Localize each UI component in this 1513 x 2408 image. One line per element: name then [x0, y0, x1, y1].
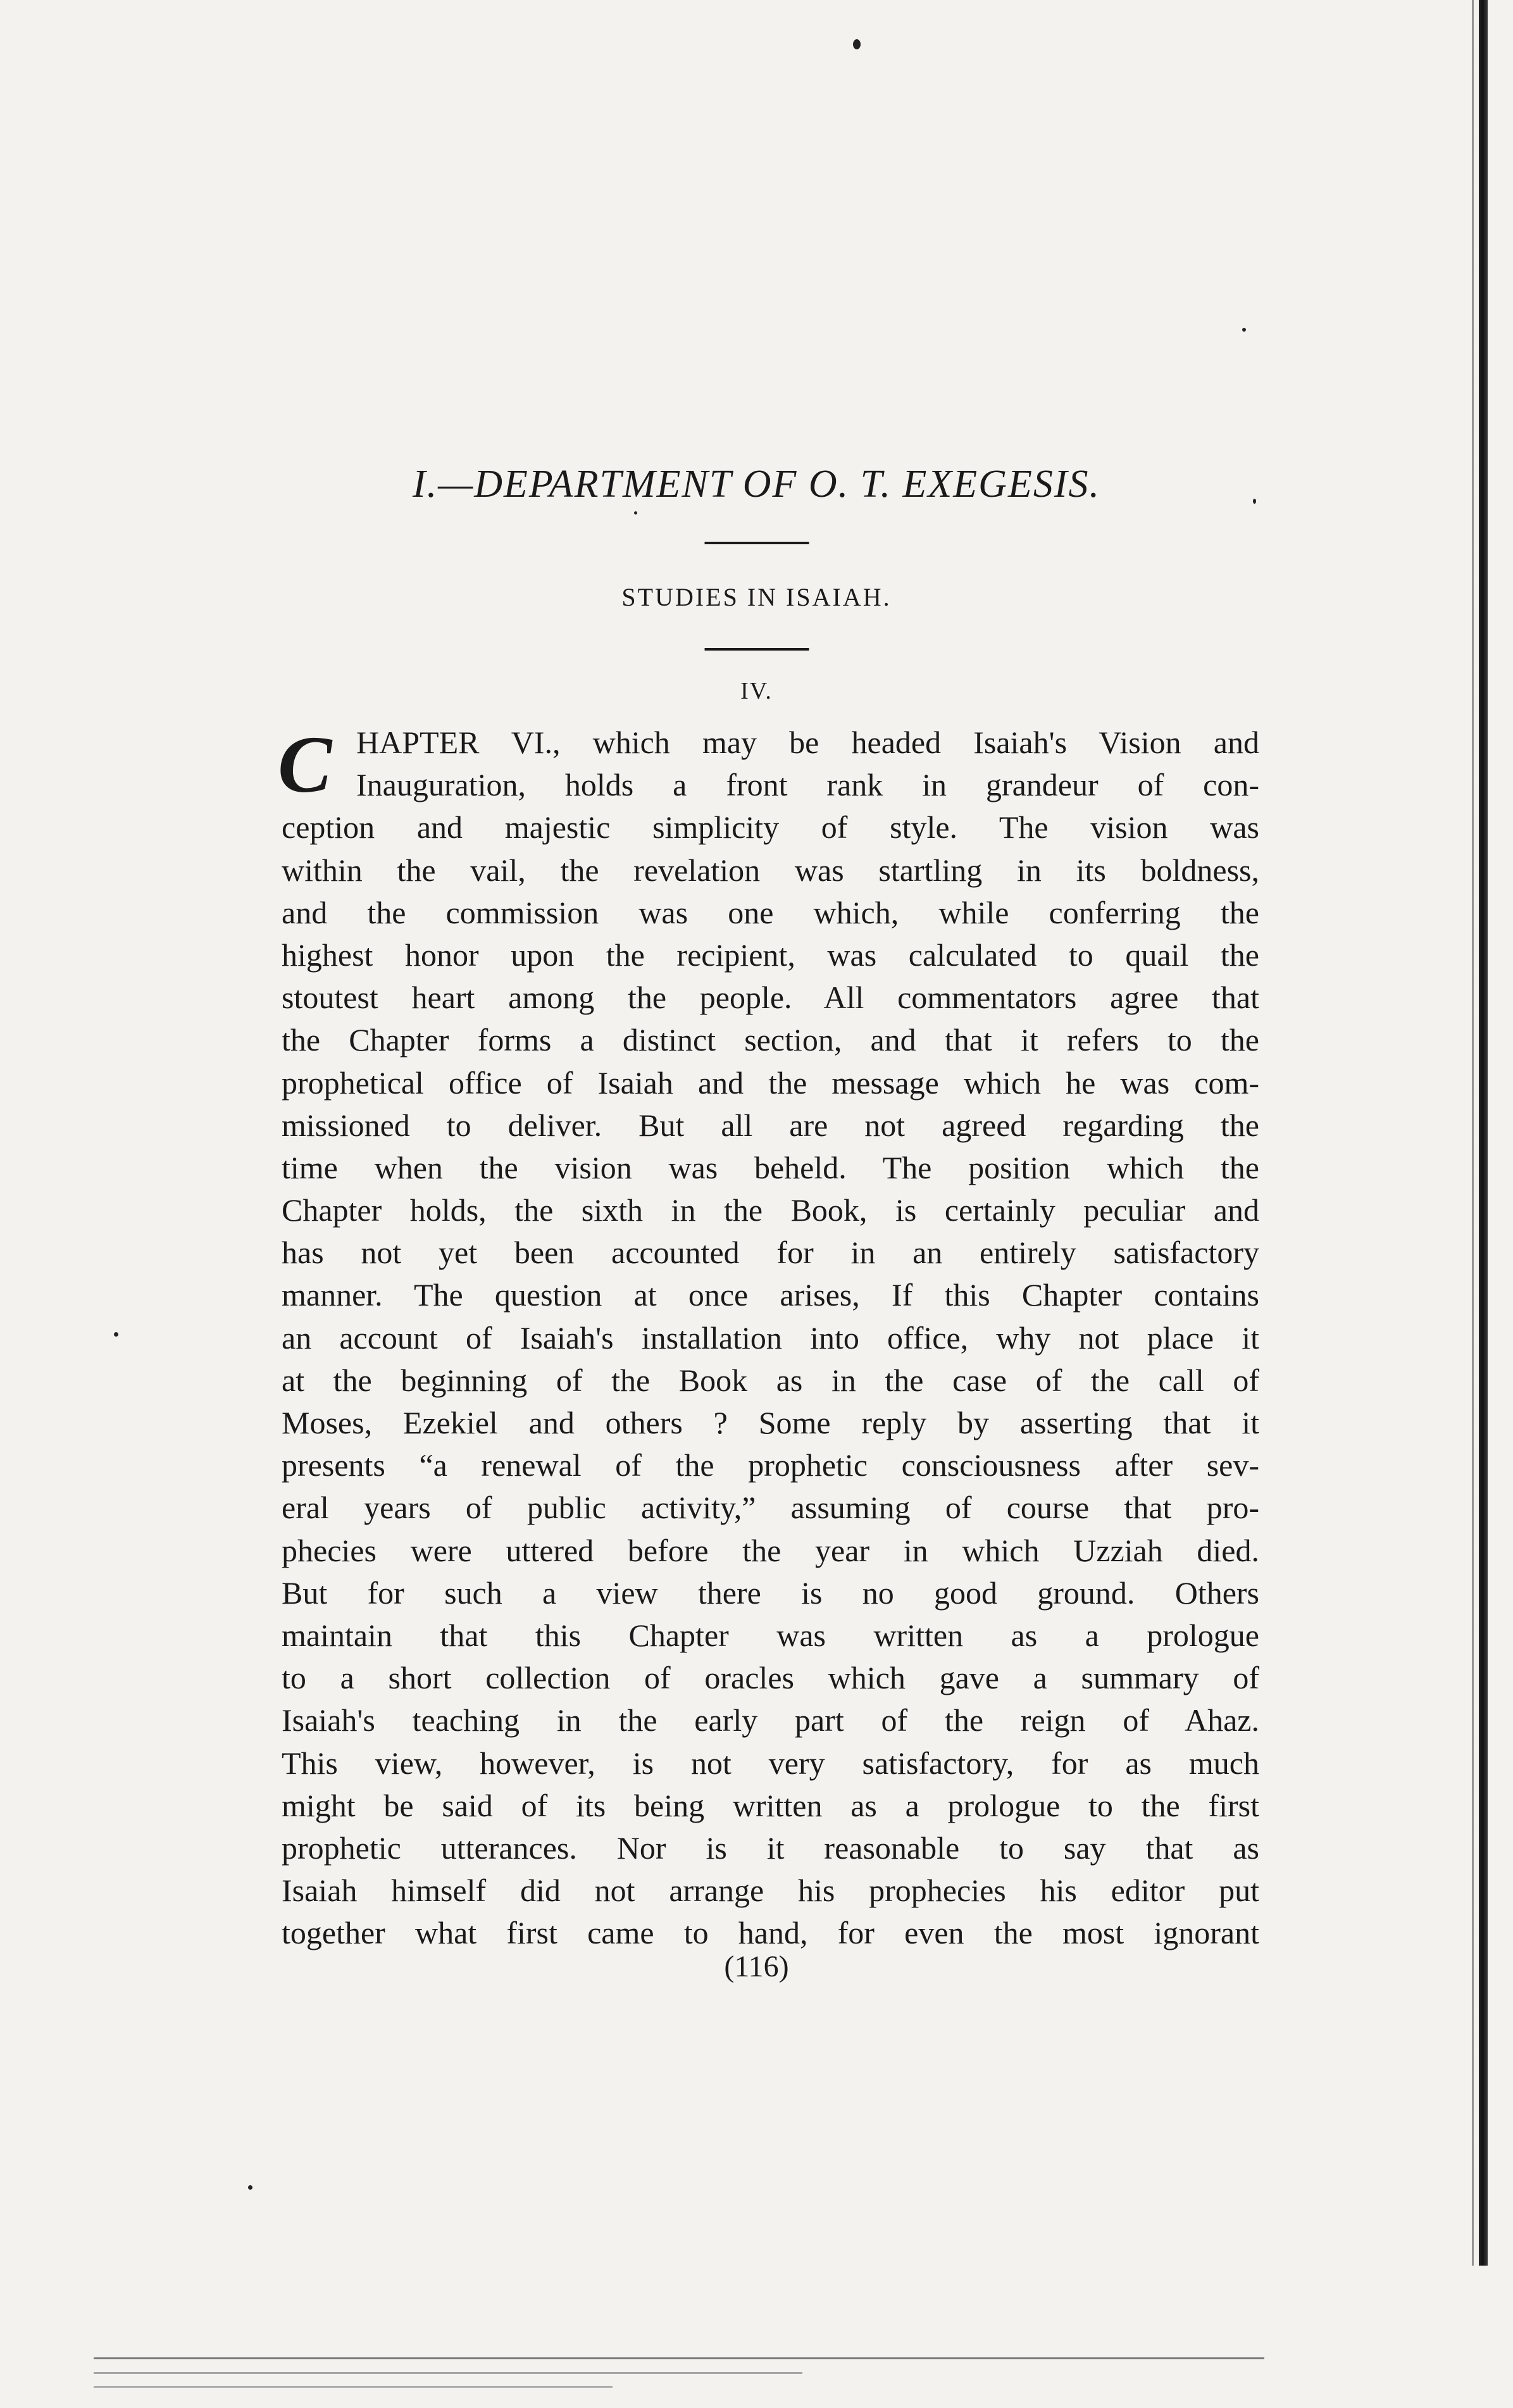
- text-line: within the vail, the revelation was startling in its boldness,: [282, 852, 1259, 888]
- text-line: presents “a renewal of the prophetic consciousness after sev-: [282, 1447, 1259, 1483]
- scan-speck: [634, 511, 637, 515]
- text-line: Isaiah himself did not arrange his prophecies his editor put: [282, 1873, 1259, 1909]
- text-line: an account of Isaiah's installation into office, why not place it: [282, 1319, 1259, 1356]
- section-rule: [704, 648, 809, 651]
- series-title: STUDIES IN ISAIAH.: [621, 583, 892, 611]
- bottom-scan-rule: [94, 2357, 1264, 2359]
- text-line: and the commission was one which, while conferring the: [282, 894, 1259, 930]
- text-line: highest honor upon the recipient, was calculated to quail the: [282, 937, 1259, 973]
- scan-speck: [114, 1332, 118, 1337]
- text-line: at the beginning of the Book as in the case of the call of: [282, 1362, 1259, 1398]
- text-line: phecies were uttered before the year in which Uzziah died.: [282, 1532, 1259, 1568]
- scan-speck: [248, 2185, 252, 2190]
- text-line: the Chapter forms a distinct section, and that it refers to the: [282, 1022, 1259, 1058]
- text-line: manner. The question at once arises, If this Chapter contains: [282, 1277, 1259, 1313]
- text-line: maintain that this Chapter was written as a prologue: [282, 1617, 1259, 1653]
- text-line: prophetical office of Isaiah and the message which he was com-: [282, 1064, 1259, 1101]
- text-line: Inauguration, holds a front rank in grandeur of con-: [356, 767, 1259, 803]
- text-line: This view, however, is not very satisfactory, for as much: [282, 1745, 1259, 1781]
- part-number: IV.: [740, 678, 773, 704]
- text-line: might be said of its being written as a prologue to the first: [282, 1787, 1259, 1823]
- text-line: missioned to deliver. But all are not agreed regarding the: [282, 1107, 1259, 1143]
- text-line: Moses, Ezekiel and others ? Some reply by asserting that it: [282, 1405, 1259, 1440]
- text-line: HAPTER VI., which may be headed Isaiah's Vision and: [356, 725, 1259, 760]
- text-line: But for such a view there is no good ground. Others: [282, 1575, 1259, 1611]
- text-line: eral years of public activity,” assuming of course that pro-: [282, 1490, 1259, 1526]
- text-line: prophetic utterances. Nor is it reasonable to say that as: [282, 1830, 1259, 1866]
- text-line: has not yet been accounted for in an entirely satisfactory: [282, 1235, 1259, 1271]
- text-line: together what first came to hand, for even the most ignorant: [282, 1915, 1259, 1951]
- section-rule: [704, 542, 809, 544]
- bottom-scan-rule: [94, 2372, 802, 2374]
- department-heading: I.—DEPARTMENT OF O. T. EXEGESIS.: [413, 463, 1100, 506]
- page-binding-edge: [1479, 0, 1488, 2266]
- drop-cap: C: [278, 720, 332, 809]
- text-line: to a short collection of oracles which gave a summary of: [282, 1660, 1259, 1696]
- text-line: Chapter holds, the sixth in the Book, is certainly peculiar and: [282, 1192, 1259, 1228]
- text-line: Isaiah's teaching in the early part of the reign of Ahaz.: [282, 1702, 1259, 1738]
- text-line: time when the vision was beheld. The position which the: [282, 1149, 1259, 1185]
- text-line: stoutest heart among the people. All commentators agree that: [282, 980, 1259, 1016]
- article-body: [278, 720, 1259, 1954]
- bottom-scan-rule: [94, 2386, 613, 2388]
- scan-speck: [1242, 328, 1246, 332]
- scan-speck: [853, 39, 861, 49]
- text-line: ception and majestic simplicity of style. The vision was: [282, 809, 1259, 845]
- page-edge-shadow: [1472, 0, 1474, 2266]
- page-number: (116): [724, 1950, 789, 1983]
